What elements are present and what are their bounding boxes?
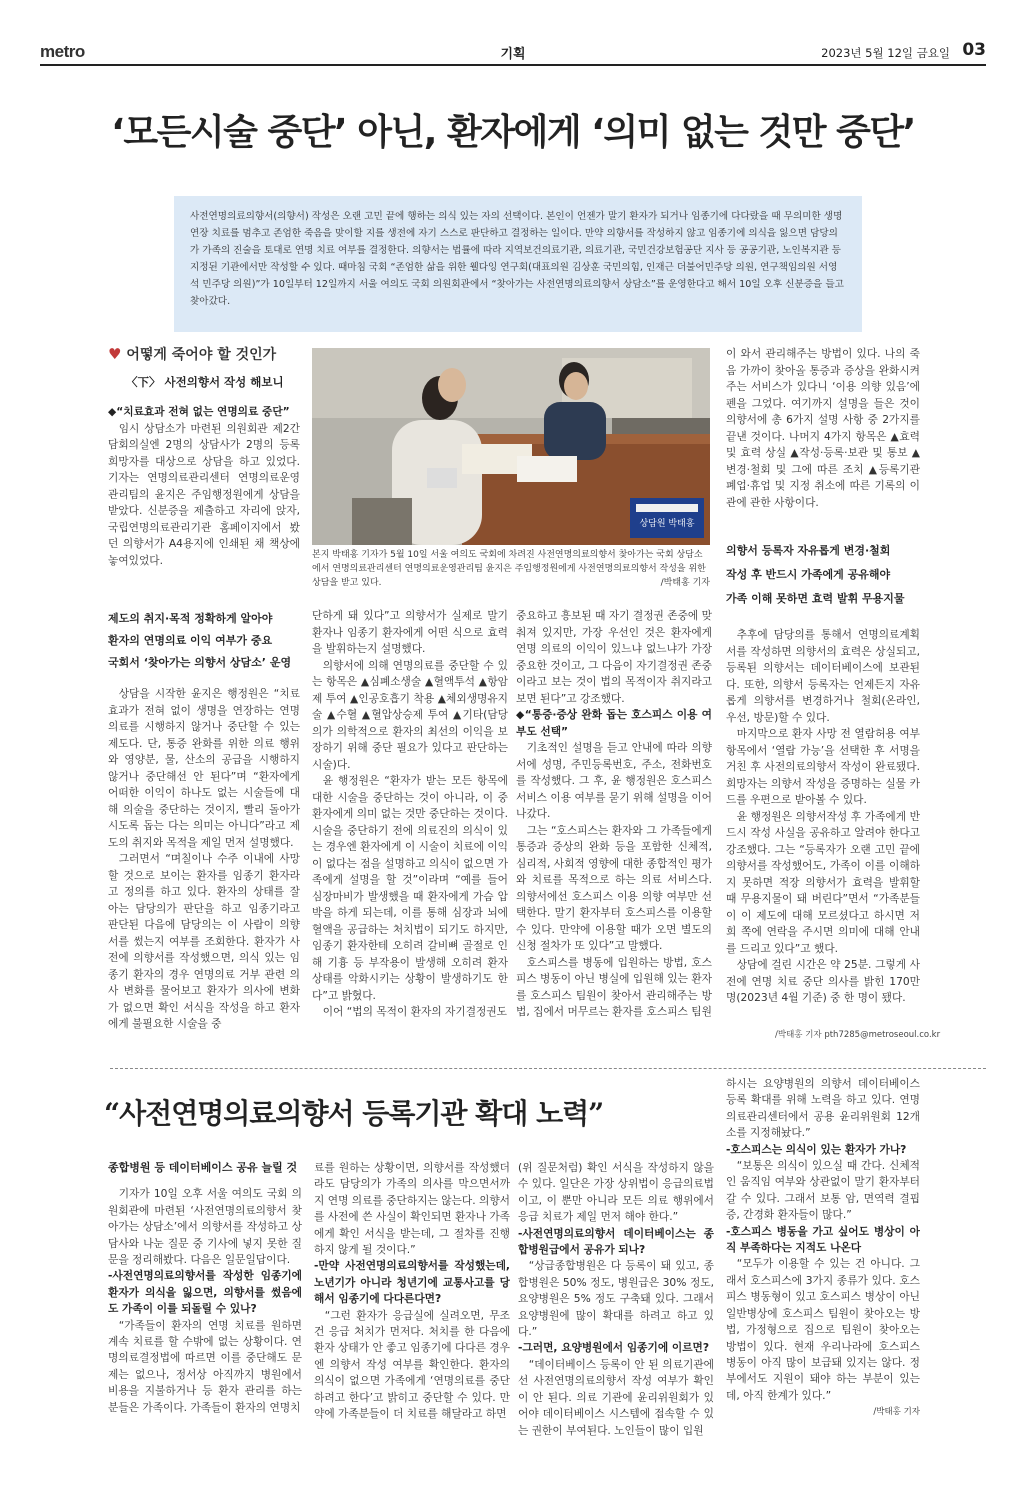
issue-date: 2023년 5월 12일 금요일: [821, 46, 950, 60]
paragraph: 임시 상담소가 마련된 의원회관 제2간담회의실엔 2명의 상담사가 2명의 등록 희망자를 대상으로 상담을 하고 있었다. 기자는 연명의료관리센터 연명의료운영관리팀의 윤지은 주임행정원에게 상담을 받았다. 신분증을 제출하고 자리에 앉자, 국립연명의료관리기관 홈페이지에서 봤던 의향서가 A4용지에 인쇄된 채 책상에 놓여있었다.: [108, 421, 300, 567]
photo-caption: 본지 박태홍 기자가 5월 10일 서울 여의도 국회에 차려진 사전연명의료의향서 찾아가는 국회 상담소에서 연명의료관리센터 연명의료운영관리팀 윤지은 주임행정원에게 사전연명의료의향서 작성을 위한 상담을 받고 있다. /박태홍 기자: [312, 550, 710, 588]
page-number: 03: [962, 40, 986, 60]
article1-col2: [312, 608, 508, 1044]
paragraph: “데이터베이스 등록이 안 된 의료기관에선 사전연명의료의향서 작성 여부가 확인이 안 된다. 의료 기관에 윤리위원회가 있어야 데이터베이스 시스템에 접속할 수 있는 권한이 부여된다. 노인들이 많이 입원: [518, 1357, 714, 1437]
question: -그러면, 요양병원에서 임종기에 이르면?: [518, 1341, 710, 1355]
paragraph: 기자가 10일 오후 서울 여의도 국회 의원회관에 마련된 ‘사전연명의료의향서 찾아가는 상담소’에서 의향서를 작성하고 상담사와 나눈 질문 중 기사에 넣지 못한 질문을 정리해봤다. 다음은 일문일답이다.: [108, 1187, 302, 1267]
question: -사전연명의료의향서 데이터베이스는 종합병원급에서 공유가 되나?: [518, 1226, 714, 1257]
article1-col1-top: [108, 346, 300, 588]
paragraph: “그런 환자가 응급실에 실려오면, 무조건 응급 처치가 먼저다. 처치를 한 다음에 환자 상태가 안 좋고 임종기에 다다른 경우엔 의향서 작성 여부를 확인한다. 환자의 의식이 없으면 가족에게 ‘연명의료를 중단하려고 한다’고 밝히고 중단할 수 있다. 만약에 가족분들이 더 치료를 해달라고 하면: [314, 1308, 510, 1421]
paragraph: 의향서에 의해 연명의료를 중단할 수 있는 항목은 ▲심폐소생술 ▲혈액투석 ▲항암제 투여 ▲인공호흡기 착용 ▲체외생명유지술 ▲수혈 ▲혈압상승제 투여 ▲기타(담당의가 의학적으로 환자의 최선의 이익을 보장하기 위해 중단 필요가 있다고 판단하는 시술)다.: [312, 658, 508, 771]
paragraph: 그는 “호스피스는 환자와 그 가족들에게 통증과 증상의 완화 등을 포함한 신체적, 심리적, 사회적 영향에 대한 종합적인 평가와 치료를 목적으로 하는 의료 서비스다. 의향서에선 호스피스 이용 의향 여부만 선택한다. 말기 환자부터 호스피스를 이용할 수 있다. 만약에 이용할 때가 오면 별도의 신청 절차가 또 있다”고 말했다.: [516, 823, 712, 952]
series-subtitle: 〈下〉 사전의향서 작성 해보니: [126, 374, 284, 389]
paragraph: 윤 행정원은 의향서작성 후 가족에게 반드시 작성 사실을 공유하고 알려야 한다고 강조했다. 그는 “등록자가 오랜 고민 끝에 의향서를 작성했어도, 가족이 이를 이해하지 못하면 적장 의향서가 효력을 발휘할 때 무용지물이 돼 버린다”면서 “가족분들이 이 제도에 대해 모르셨다고 하시면 저희 쪽에 연락을 주시면 의미에 대해 안내를 드리고 있다”고 했다.: [726, 809, 920, 955]
byline: /박태홍 기자 pth7285@metroseoul.co.kr: [775, 1030, 941, 1040]
article2-col1: [108, 1160, 302, 1468]
question: -사전연명의료의향서를 작성한 임종기에 환자가 의식을 잃으면, 의향서를 썼음에도 가족이 이를 되돌릴 수 있나?: [108, 1269, 302, 1316]
main-headline: ‘모든시술 중단’ 아닌, 환자에게 ‘의미 없는 것만 중단’: [111, 112, 915, 153]
lead-box: 사전연명의료의향서(의향서) 작성은 오랜 고민 끝에 행하는 의식 있는 자의 선택이다. 본인이 언젠가 말기 환자가 되거나 임종기에 다다랐을 때 무의미한 생명 연장 치료를 멈추고 존엄한 죽음을 맞이할 지를 생전에 자기 스스로 판단하고 결정하는 일이다. 만약 의향서를 작성하지 않고 임종기에 의식을 잃으면 담당의가 가족의 진술을 토대로 연명 치료 여부를 결정한다. 의향서는 법률에 따라 지역보건의료기관, 의료기관, 국민건강보험공단 지사 등 공공기관, 노인복지관 등 지정된 기관에서만 작성할 수 있다. 때마침 국회 “존엄한 삶을 위한 웰다잉 연구회(대표의원 김상훈 국민의힘, 인재근 더불어민주당 의원, 연구책임의원 서영석 민주당 의원)”가 10일부터 12일까지 서울 여의도 국회 의원회관에서 “찾아가는 사전연명의료의향서 상담소”를 운영한다고 해서 10일 오후 신분증을 들고 찾아갔다.: [174, 196, 862, 332]
paragraph: 상담을 시작한 윤지은 행정원은 “치료효과가 전혀 없이 생명을 연장하는 연명의료를 시행하지 않거나 중단할 수 있는 제도다. 단, 통증 완화를 위한 의료 행위와 영양분, 물, 산소의 공급을 시행하지 않거나 중단해선 안 된다”며 “환자에게 어떠한 이익이 하나도 없는 시술들에 대해 의술을 중단하는 것이지, 빨리 돌아가시도록 돕는 다는 의미는 아니다”라고 제도의 취지와 목적을 제일 먼저 설명했다.: [108, 687, 300, 849]
paragraph: “가족들이 환자의 연명 치료를 원하면 계속 치료를 할 수밖에 없는 상황이다. 연명의료결정법에 따르면 이를 중단해도 문제는 없으나, 정서상 아직까지 병원에서 비용을 지불하거나 등 환자 관리를 하는 분들은 가족이다. 가족들이 환자의 연명치: [108, 1318, 302, 1414]
paragraph: 호스피스를 병동에 입원하는 방법, 호스피스 병동이 아닌 병실에 입원해 있는 환자를 호스피스 팀원이 찾아서 관리해주는 방법, 집에서 머무르는 환자를 호스피스 팀원: [516, 955, 712, 1018]
subhead: ◆“통증·증상 완화 돕는 호스피스 이용 여부도 선택”: [516, 708, 712, 738]
box-headline: 제도의 취지·목적 정확하게 알아야 환자의 연명의료 이익 여부가 중요 국회서 ‘찾아가는 의향서 상담소’ 운영: [108, 612, 292, 669]
paragraph: 윤 행정원은 “환자가 받는 모든 항목에 대한 시술을 중단하는 것이 아니라, 이 중 환자에게 의미 없는 것만 중단하는 것이다. 시술을 중단하기 전에 의료진의 의식이 있는 경우엔 환자에게 이 시술이 치료에 이익이 없다는 점을 설명하고 의식이 없으면 가족에게 설명을 할 것”이라며 “예를 들어 심장마비가 발생했을 때 환자에게 가슴 압박을 하게 되는데, 이를 통해 심장과 뇌에 혈액을 공급하는 처치법이 되기도 하지만, 임종기 환자한테 오히려 갈비뼈 골절로 인해 기흉 등 부작용이 발생해 오히려 환자 상태를 악화시키는 상황이 발생하기도 한다”고 밝혔다.: [312, 774, 508, 1002]
article2-col2: [314, 1160, 510, 1468]
byline: /박태홍 기자: [873, 1407, 920, 1418]
paragraph: “보통은 의식이 있으실 때 간다. 신체적인 움직임 여부와 상관없이 말기 환자부터 갈 수 있다. 그래서 보통 암, 면역력 결핍증, 간경화 환자들이 많다.”: [726, 1159, 920, 1222]
article-divider: [110, 1068, 986, 1069]
photo-credit: /박태홍 기자: [660, 578, 710, 588]
box-headline: 종합병원 등 데이터베이스 공유 늘릴 것: [108, 1161, 298, 1174]
paragraph: 단하게 돼 있다”고 의향서가 실제로 말기 환자나 임종기 환자에게 어떤 식으로 효력을 발휘하는지 설명했다.: [312, 609, 508, 655]
paragraph: 그러면서 “며칠이나 수주 이내에 사망할 것으로 보이는 환자를 임종기 환자라고 정의를 하고 있다. 환자의 상태를 잘 아는 담당의가 판단을 하고 임종기라고 판단된 다음에 담당의는 이 사람이 의향서를 썼는지 여부를 조회한다. 환자가 사전에 의향서를 작성했으면, 의식 있는 임종기 환자의 경우 연명의료 거부 관련 의사 변화를 물어보고 환자가 의사에 변화가 없으면 확인 서식을 작성을 하고 환자에게 불필요한 시술을 중: [108, 852, 300, 1030]
paragraph: 중요하고 흥보된 때 자기 결정권 존중에 맞춰져 있지만, 가장 우선인 것은 환자에게 연명 의료의 이익이 있느냐 없느냐가 가장 중요한 것이고, 그 다음이 자기결정권 존중이라고 보는 것이 법의 목적이자 취지라고 보면 된다”고 강조했다.: [516, 609, 712, 705]
question: -만약 사전연명의료의향서를 작성했는데, 노년기가 아니라 청년기에 교통사고를 당해서 임종기에 다다른다면?: [314, 1259, 510, 1306]
page-header: [40, 40, 986, 66]
question: -호스피스 병동을 가고 싶어도 병상이 아직 부족하다는 지적도 나온다: [726, 1224, 920, 1255]
paragraph: “모두가 이용할 수 있는 건 아니다. 그래서 호스피스에 3가지 종류가 있다. 호스피스 병동형이 있고 호스피스 병상이 아닌 일반병상에 호스피스 팀원이 찾아오는 방법, 가정형으로 집으로 팀원이 찾아오는 방법이 있다. 현재 우리나라에 호스피스 병동이 아직 많이 보급돼 있지는 않다. 정부에서도 지원이 돼야 하는 부분이 있는데, 아직 한계가 있다.”: [726, 1257, 920, 1402]
series-title: ♥ 어떻게 죽어야 할 것인가: [108, 346, 277, 363]
paragraph: 료를 원하는 상황이면, 의향서를 작성했더라도 담당의가 가족의 의사를 막으면서까지 연명 의료를 중단하지는 않는다. 의향서를 사전에 쓴 사실이 확인되면 환자나 가족에게 확인 서식을 받는데, 그 절차를 진행하지 않게 될 것이다.”: [314, 1161, 510, 1257]
paragraph: 이 와서 관리해주는 방법이 있다. 나의 죽음 가까이 찾아올 통증과 증상을 완화시켜주는 서비스가 있다니 ‘이용 의향 있음’에 펜을 그었다. 여기까지 설명을 들은 것이 의향서에 총 6가지 설명 사항 중 2가지를 끝낸 것이다. 나머지 4가지 항목은 ▲효력 및 효력 상실 ▲작성·등록·보관 및 통보 ▲변경·철회 및 그에 따른 조치 ▲등록기관 폐업·휴업 및 지정 취소에 따른 기록의 이관에 관한 사항이다.: [726, 347, 920, 509]
heart-icon: ♥: [108, 346, 122, 363]
box-headline: 의향서 등록자 자유롭게 변경·철회 작성 후 반드시 가족에게 공유해야 가족 이해 못하면 효력 발휘 무용지물: [726, 544, 905, 605]
article2-headline: “사전연명의료의향서 등록기관 확대 노력”: [104, 1097, 604, 1130]
interview-photo-graphic: [312, 348, 710, 545]
paragraph: (위 질문처럼) 확인 서식을 작성하지 않을 수 있다. 일단은 가장 상위법이 응급의료법이고, 이 뿐만 아니라 모든 의료 행위에서 응급 치료가 제일 먼저 해야 한다.”: [518, 1161, 714, 1224]
question: -호스피스는 의식이 있는 환자가 가나?: [726, 1142, 907, 1156]
name-card-text: 상담원 박태홍: [639, 519, 695, 529]
article1-col3: [516, 608, 712, 1044]
article2-col3: [518, 1160, 714, 1468]
article1-col4: [726, 346, 920, 1026]
interview-photo: [312, 348, 710, 545]
paragraph: 추후에 담당의를 통해서 연명의료계획서를 작성하면 의향서의 효력은 상실되고, 등록된 의향서는 데이터베이스에 보관된다. 또한, 의향서 등록자는 언제든지 자유롭게 의향서를 변경하거나 철회(온라인, 우선, 방문)할 수 있다.: [726, 628, 920, 724]
paragraph: 마지막으로 환자 사망 전 열람허용 여부 항목에서 ‘열람 가능’을 선택한 후 서명을 거친 후 사전의료의향서 작성이 완료됐다. 희망자는 의향서 작성을 증명하는 실물 카드를 우편으로 받아볼 수 있다.: [726, 727, 920, 806]
paragraph: 이어 “법의 목적이 환자의 자기결정권도: [322, 1005, 508, 1018]
subhead: ◆“치료효과 전혀 없는 연명의료 중단”: [108, 405, 290, 418]
paragraph: 상담에 걸린 시간은 약 25분. 그렇게 사전에 연명 치료 중단 의사를 밝힌 170만명(2023년 4월 기준) 중 한 명이 됐다.: [726, 958, 920, 1004]
paragraph: 기초적인 설명을 듣고 안내에 따라 의향서에 성명, 주민등록번호, 주소, 전화번호를 작성했다. 그 후, 윤 행정원은 호스피스 서비스 이용 여부를 묻기 위해 설명을 이어나갔다.: [516, 741, 712, 820]
article2-col4: [726, 1076, 920, 1472]
article1-col1-bottom: [108, 608, 300, 1044]
paragraph: 하시는 요양병원의 의향서 데이터베이스 등록 확대를 위해 노력을 하고 있다. 연명의료관리센터에서 공용 윤리위원회 12개소를 지정해놨다.”: [726, 1077, 920, 1140]
paragraph: “상급종합병원은 다 등록이 돼 있고, 종합병원은 50% 정도, 병원급은 30% 정도, 요양병원은 5% 정도 구축돼 있다. 그래서 요양병원에 많이 확대를 하려고 하고 있다.”: [518, 1259, 714, 1339]
section-label: 기획: [500, 47, 526, 62]
metro-logo: metro: [40, 42, 85, 61]
